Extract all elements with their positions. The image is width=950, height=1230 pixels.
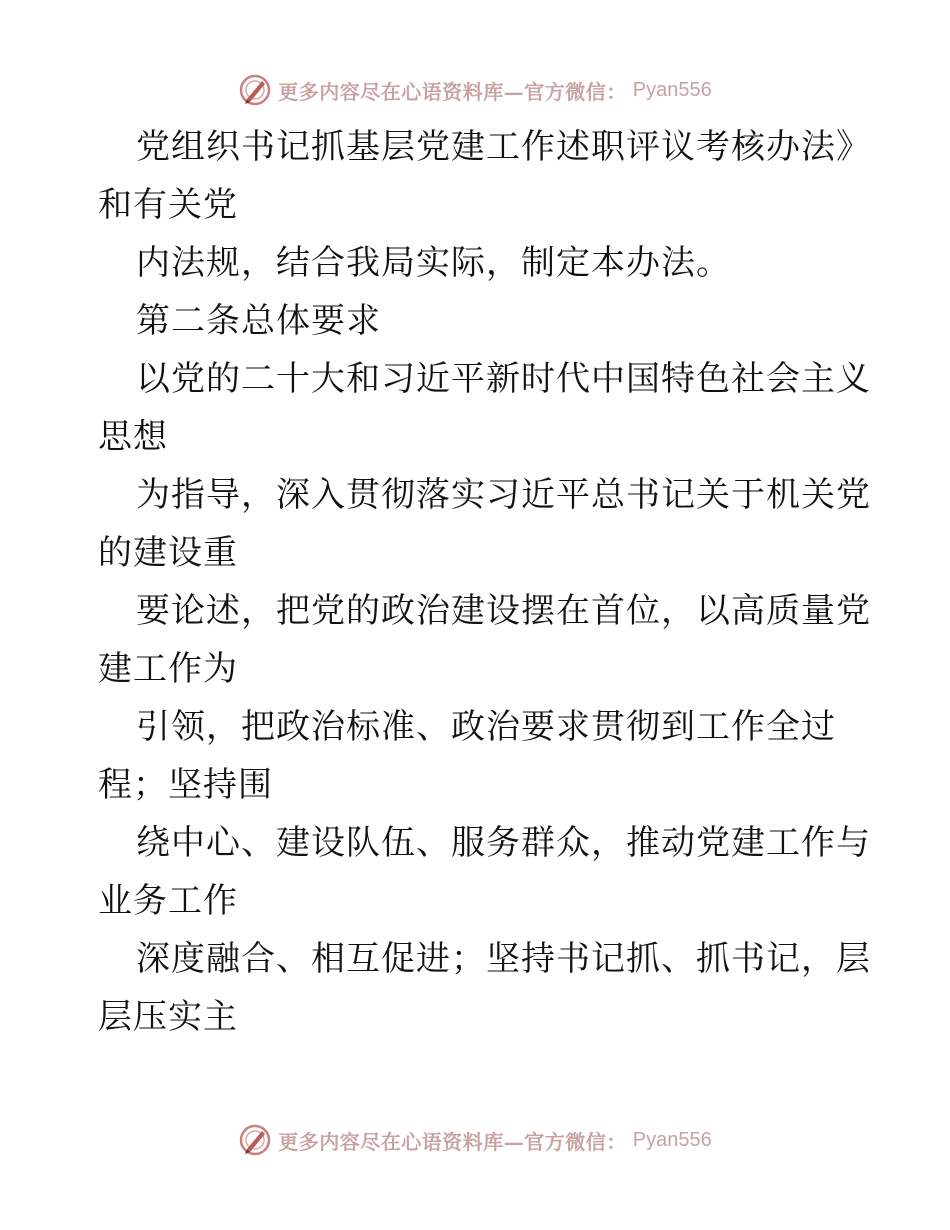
document-line: 引领，把政治标准、政治要求贯彻到工作全过 xyxy=(136,707,836,747)
watermark-text: 更多内容尽在心语资料库—官方微信： xyxy=(278,79,627,104)
document-line: 深度融合、相互促进；坚持书记抓、抓书记，层 xyxy=(136,939,871,979)
watermark-text: 更多内容尽在心语资料库—官方微信： xyxy=(278,1129,627,1154)
document-line: 建工作为 xyxy=(98,649,238,689)
document-line: 程；坚持围 xyxy=(98,765,273,805)
header-watermark xyxy=(0,70,950,110)
document-body xyxy=(98,118,871,1046)
pen-circle-logo-icon xyxy=(238,73,272,107)
document-line: 思想 xyxy=(98,417,168,457)
document-line: 层压实主 xyxy=(98,997,238,1037)
document-line: 内法规，结合我局实际，制定本办法。 xyxy=(136,243,731,283)
footer-watermark xyxy=(0,1120,950,1160)
watermark-wechat-id: Pyan556 xyxy=(632,1128,712,1151)
pen-circle-logo-icon xyxy=(238,1123,272,1157)
document-line: 要论述，把党的政治建设摆在首位，以高质量党 xyxy=(136,591,871,631)
document-line: 绕中心、建设队伍、服务群众，推动党建工作与 xyxy=(136,823,871,863)
document-line: 党组织书记抓基层党建工作述职评议考核办法》 xyxy=(136,127,871,167)
document-line: 和有关党 xyxy=(98,185,238,225)
document-line: 第二条总体要求 xyxy=(136,301,381,341)
document-line: 为指导，深入贯彻落实习近平总书记关于机关党 xyxy=(136,475,871,515)
document-line: 业务工作 xyxy=(98,881,238,921)
document-line: 的建设重 xyxy=(98,533,238,573)
document-line: 以党的二十大和习近平新时代中国特色社会主义 xyxy=(136,359,871,399)
watermark-wechat-id: Pyan556 xyxy=(632,78,712,101)
